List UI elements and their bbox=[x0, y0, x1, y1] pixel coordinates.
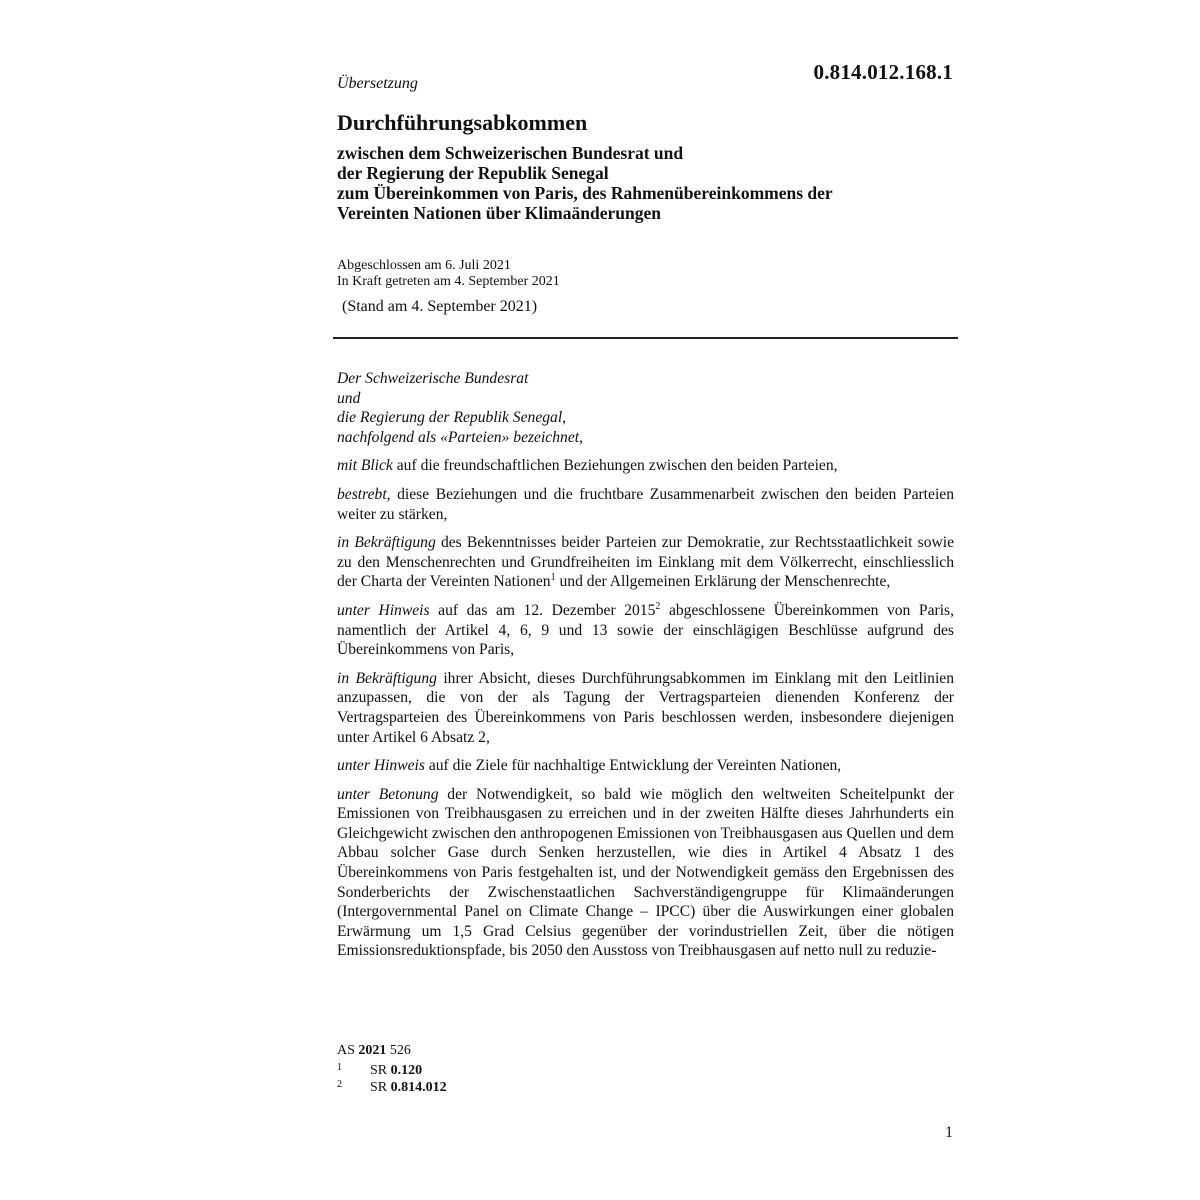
clause-text: des Bekenntnisses beider Parteien zur Demokratie, zur Rechtsstaatlichkeit sowie zu den Menschenrechten und Grundfreiheiten im Einklang mit dem Völkerrecht, einschliesslich der Charta der Vereinten Nationen bbox=[337, 534, 955, 591]
subtitle-line: zwischen dem Schweizerischen Bundesrat und bbox=[337, 143, 684, 163]
preamble-clause bbox=[337, 785, 954, 961]
clause-lead: in Bekräftigung bbox=[337, 669, 437, 687]
clause-lead: in Bekräftigung bbox=[337, 534, 436, 552]
subtitle-line: zum Übereinkommen von Paris, des Rahmenübereinkommens der bbox=[337, 183, 833, 203]
preamble-clause bbox=[337, 533, 954, 592]
party-line: die Regierung der Republik Senegal, bbox=[337, 409, 567, 427]
clause-text: abgeschlossene Übereinkommen von Paris, namentlich der Artikel 4, 6, 9 und 13 sowie der einschlägigen Beschlüsse aufgrund des Übereinkommens von Paris, bbox=[337, 601, 954, 659]
concluded-date: Abgeschlossen am 6. Juli 2021 bbox=[337, 258, 511, 273]
preamble bbox=[337, 369, 954, 961]
clause-lead: mit Blick bbox=[337, 457, 393, 475]
document-title: Durchführungsabkommen bbox=[337, 110, 588, 135]
clause-text: auf die Ziele für nachhaltige Entwicklung der Vereinten Nationen, bbox=[424, 757, 842, 775]
clause-text: auf die freundschaftlichen Beziehungen zwischen den beiden Parteien, bbox=[392, 457, 838, 475]
clause-text: und der Allgemeinen Erklärung der Menschenrechte, bbox=[555, 573, 891, 591]
clause-lead: unter Betonung bbox=[337, 785, 439, 803]
source-year: 2021 bbox=[358, 1043, 387, 1058]
footnote-ref: 0.120 bbox=[390, 1063, 423, 1078]
in-force-date: In Kraft getreten am 4. September 2021 bbox=[337, 274, 560, 289]
clause-lead: unter Hinweis bbox=[337, 601, 430, 619]
clause-text: der Notwendigkeit, so bald wie möglich den weltweiten Scheitelpunkt der Emissionen von Treibhausgasen zu erreichen und in der zweiten Hälfte dieses Jahrhunderts ein Gleichgewicht zwischen den anthropogenen Emissionen von Treibhausgasen aus Quellen und dem Abbau solcher Gase durch Senken herzustellen, wie dies in Artikel 4 Absatz 1 des Übereinkommens von Paris festgehalten ist, und der Notwendigkeit gemäss den Ergebnissen des Sonderberichts der Zwischenstaatlichen Sachverständigengruppe für Klimaänderungen (Intergovernmental Panel on Climate Change – IPCC) über die Auswirkungen einer globalen Erwärmung um 1,5 Grad Celsius gegenüber der vorindustriellen Zeit, über die nötigen Emissionsreduktionspfade, bis 2050 den Ausstoss von Treibhausgasen auf netto null zu reduzie- bbox=[337, 785, 955, 960]
official-compilation-reference bbox=[337, 1043, 411, 1059]
footnote-number: 2 bbox=[337, 1079, 342, 1090]
source-prefix: AS bbox=[337, 1043, 359, 1058]
page-number: 1 bbox=[945, 1124, 953, 1141]
dates-block bbox=[337, 258, 957, 290]
footnote-prefix: SR bbox=[370, 1080, 391, 1095]
title-block bbox=[337, 109, 957, 223]
party-line: und bbox=[337, 389, 361, 407]
clause-lead: unter Hinweis bbox=[337, 757, 425, 775]
subtitle-line: Vereinten Nationen über Klimaänderungen bbox=[337, 203, 661, 223]
clause-text: auf das am 12. Dezember 2015 bbox=[429, 601, 656, 619]
horizontal-rule bbox=[333, 337, 958, 339]
document-subtitle bbox=[337, 143, 957, 223]
clause-text: ihrer Absicht, dieses Durchführungsabkommen im Einklang mit den Leitlinien anzupassen, die von der als Tagung der Vertragsparteien dienenden Konferenz der Vertragsparteien des Übereinkommens von Paris beschlossen werden, insbesondere diejenigen unter Artikel 6 Absatz 2, bbox=[337, 669, 954, 746]
clause-text: diese Beziehungen und die fruchtbare Zusammenarbeit zwischen den beiden Parteien weiter zu stärken, bbox=[337, 485, 954, 523]
footnote-number: 1 bbox=[337, 1062, 342, 1073]
source-page: 526 bbox=[386, 1043, 411, 1058]
preamble-clause bbox=[337, 756, 954, 776]
footnote-text[interactable] bbox=[370, 1062, 422, 1079]
footnote-marker[interactable]: 2 bbox=[655, 600, 661, 612]
sr-number: 0.814.012.168.1 bbox=[813, 60, 953, 84]
status-date: (Stand am 4. September 2021) bbox=[342, 298, 538, 315]
footnote-marker[interactable]: 1 bbox=[550, 572, 556, 584]
footnote-ref: 0.814.012 bbox=[390, 1080, 447, 1095]
footnote-text[interactable] bbox=[370, 1079, 447, 1096]
translation-label: Übersetzung bbox=[337, 75, 418, 92]
parties-block bbox=[337, 369, 954, 447]
preamble-clause bbox=[337, 669, 954, 747]
footnote-prefix: SR bbox=[370, 1063, 391, 1078]
clause-lead: bestrebt, bbox=[337, 485, 391, 503]
party-line: Der Schweizerische Bundesrat bbox=[337, 370, 529, 387]
party-line: nachfolgend als «Parteien» bezeichnet, bbox=[337, 428, 583, 446]
preamble-clause bbox=[337, 485, 954, 524]
subtitle-line: der Regierung der Republik Senegal bbox=[337, 163, 609, 183]
preamble-clause bbox=[337, 456, 954, 476]
preamble-clause bbox=[337, 601, 954, 660]
